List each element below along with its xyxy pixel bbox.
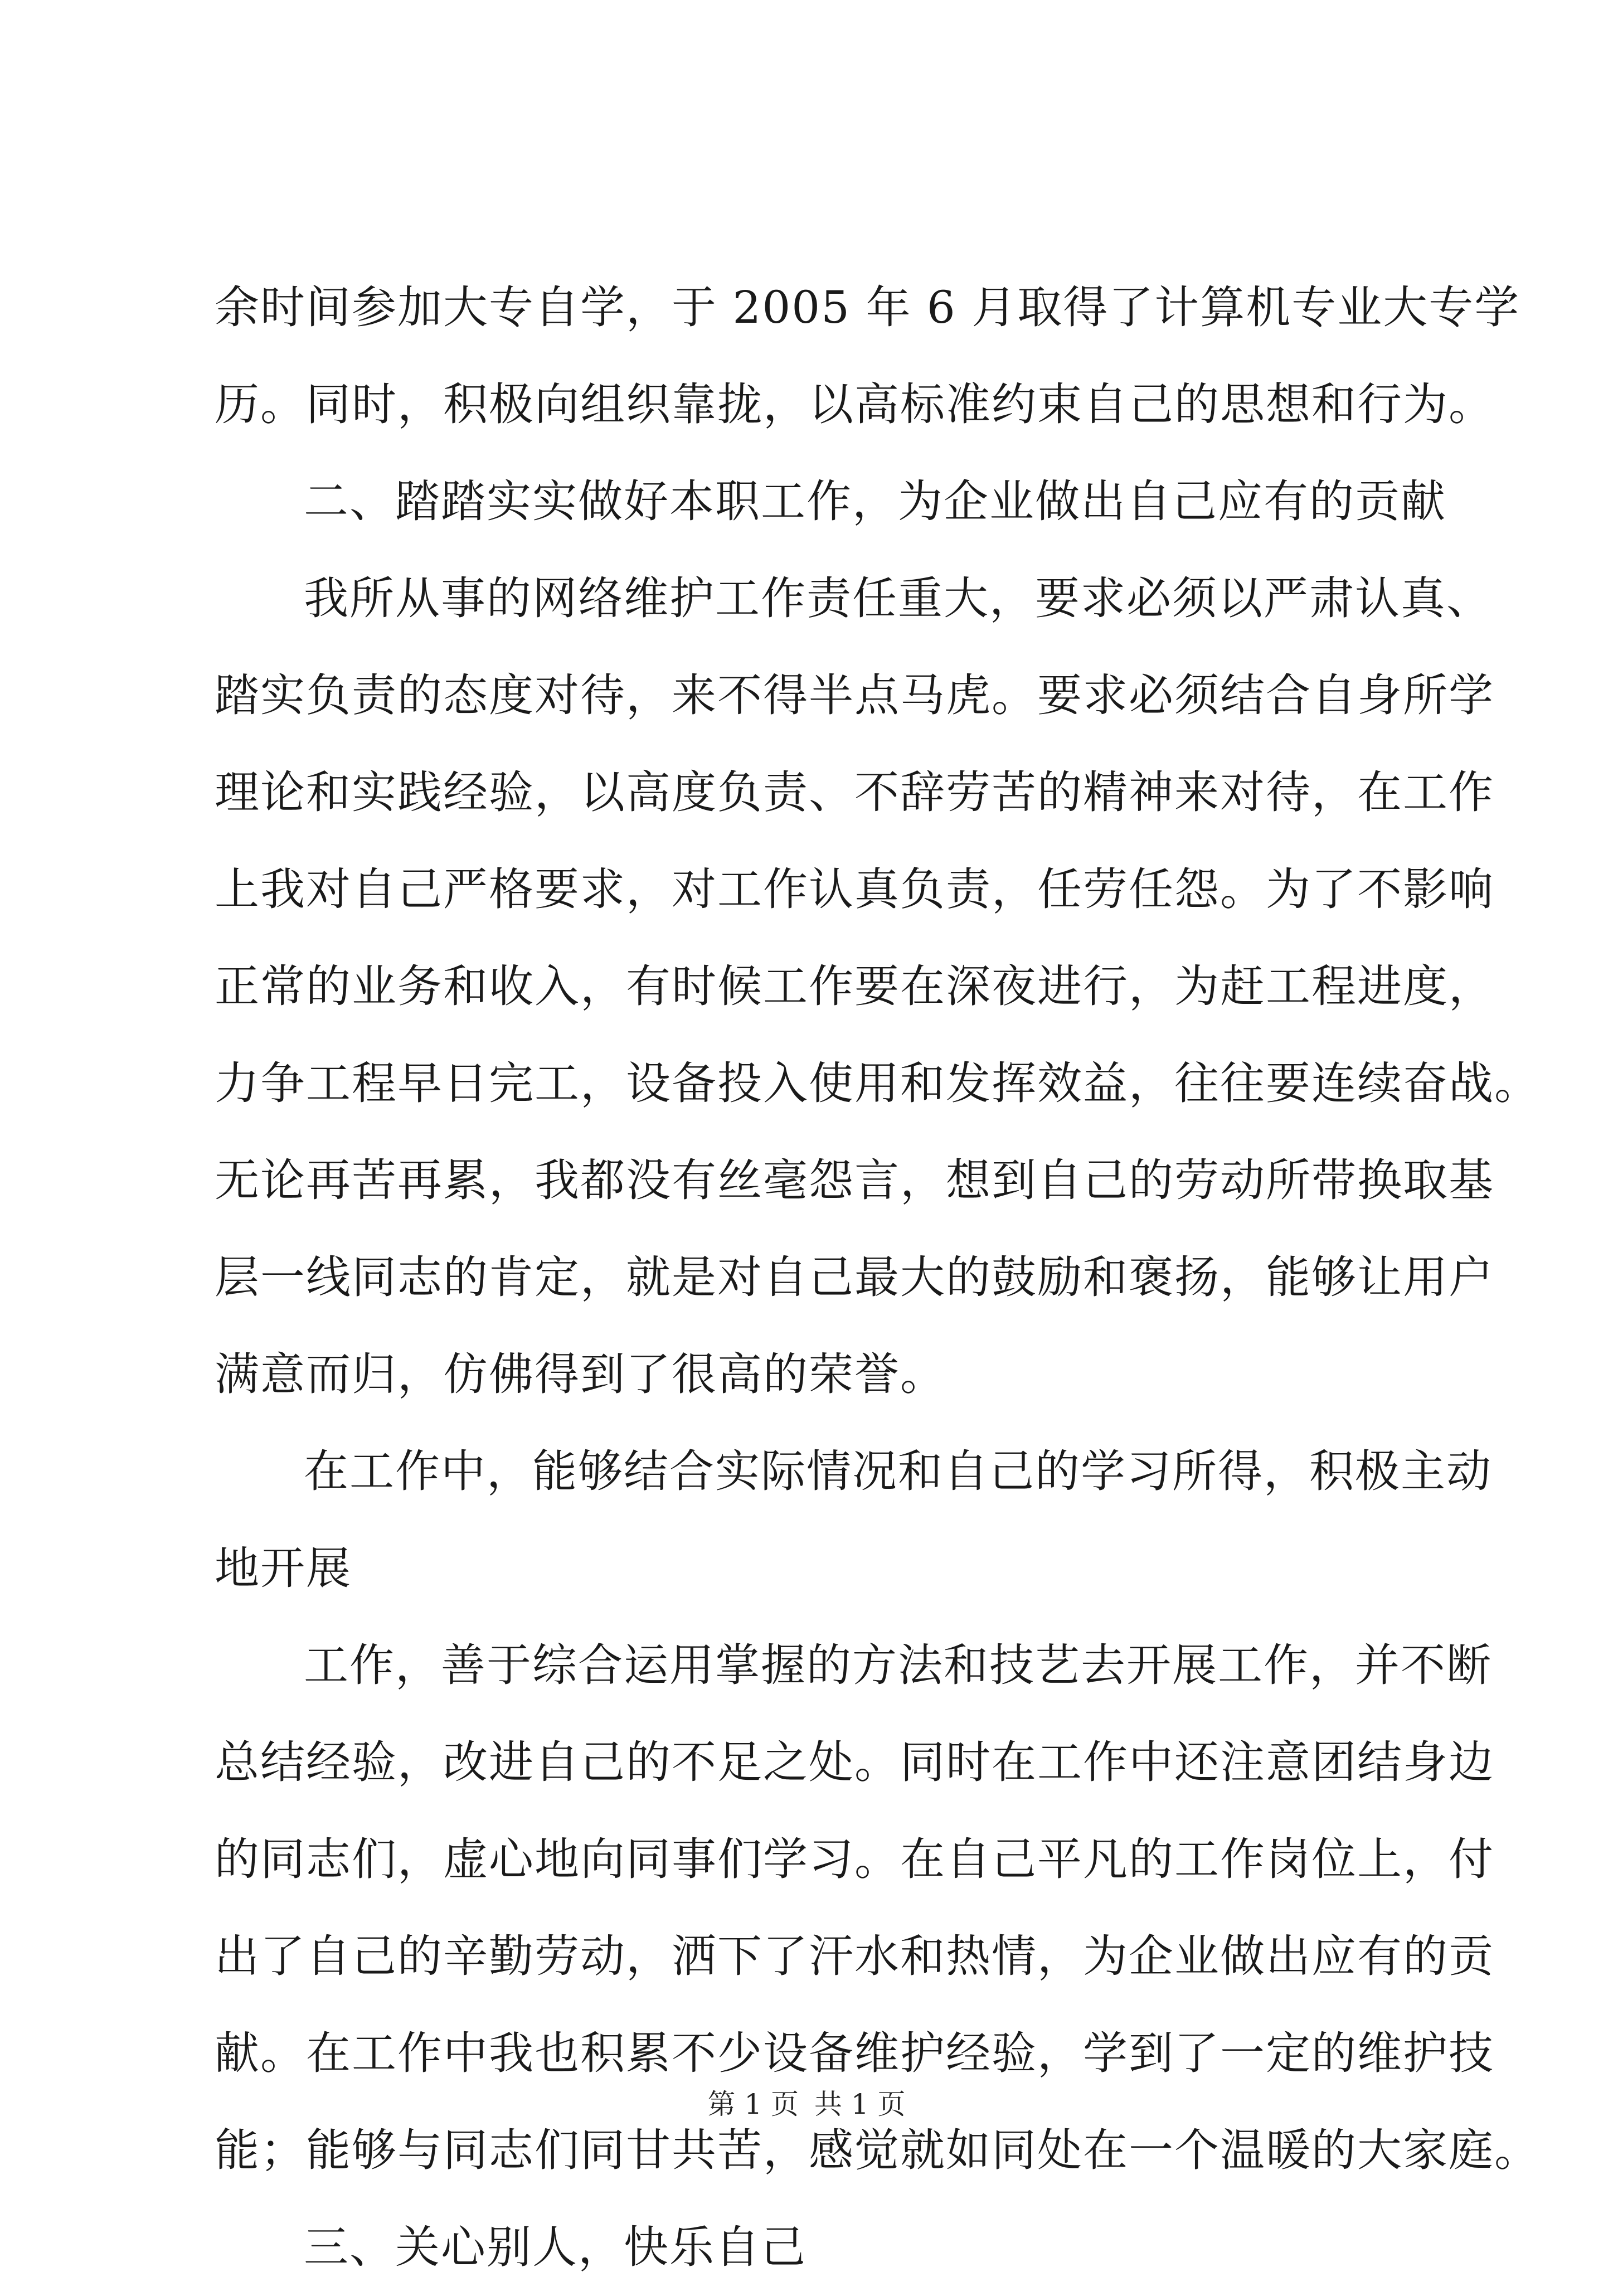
text-line: 力争工程早日完工，设备投入使用和发挥效益，往往要连续奋战。 [215,1057,1540,1109]
text-line: 在工作中，能够结合实际情况和自己的学习所得，积极主动 [304,1445,1492,1497]
text-line: 出了自己的辛勤劳动，洒下了汗水和热情，为企业做出应有的贡 [215,1930,1494,1982]
text-line: 历。同时，积极向组织靠拢，以高标准约束自己的思想和行为。 [215,378,1494,430]
page-number: 第 1 页 [707,2088,799,2120]
text-line: 上我对自己严格要求，对工作认真负责，任劳任怨。为了不影响 [215,863,1494,915]
text-line: 我所从事的网络维护工作责任重大，要求必须以严肃认真、 [304,572,1492,624]
text-line: 余时间参加大专自学，于 2005 年 6 月取得了计算机专业大专学 [215,281,1520,333]
text-line: 献。在工作中我也积累不少设备维护经验，学到了一定的维护技 [215,2027,1494,2079]
page-footer [0,2085,1613,2124]
document-body [215,259,1540,2296]
text-line: 总结经验，改进自己的不足之处。同时在工作中还注意团结身边 [215,1736,1494,1788]
text-line: 能；能够与同志们同甘共苦，感觉就如同处在一个温暖的大家庭。 [215,2124,1540,2176]
text-line: 理论和实践经验，以高度负责、不辞劳苦的精神来对待，在工作 [215,766,1494,818]
text-line: 地开展 [215,1542,352,1594]
page-total: 共 1 页 [814,2088,906,2120]
text-line: 工作，善于综合运用掌握的方法和技艺去开展工作，并不断 [304,1639,1492,1691]
text-line: 正常的业务和收入，有时候工作要在深夜进行，为赶工程进度， [215,960,1494,1012]
text-line: 层一线同志的肯定，就是对自己最大的鼓励和褒扬，能够让用户 [215,1251,1494,1303]
text-line: 踏实负责的态度对待，来不得半点马虎。要求必须结合自身所学 [215,669,1494,721]
section-heading: 二、踏踏实实做好本职工作，为企业做出自己应有的贡献 [304,475,1446,527]
text-line: 无论再苦再累，我都没有丝毫怨言，想到自己的劳动所带换取基 [215,1154,1494,1206]
text-line: 满意而归，仿佛得到了很高的荣誉。 [215,1348,946,1400]
section-heading: 三、关心别人，快乐自己 [304,2221,807,2273]
text-line: 的同志们，虚心地向同事们学习。在自己平凡的工作岗位上，付 [215,1833,1494,1885]
